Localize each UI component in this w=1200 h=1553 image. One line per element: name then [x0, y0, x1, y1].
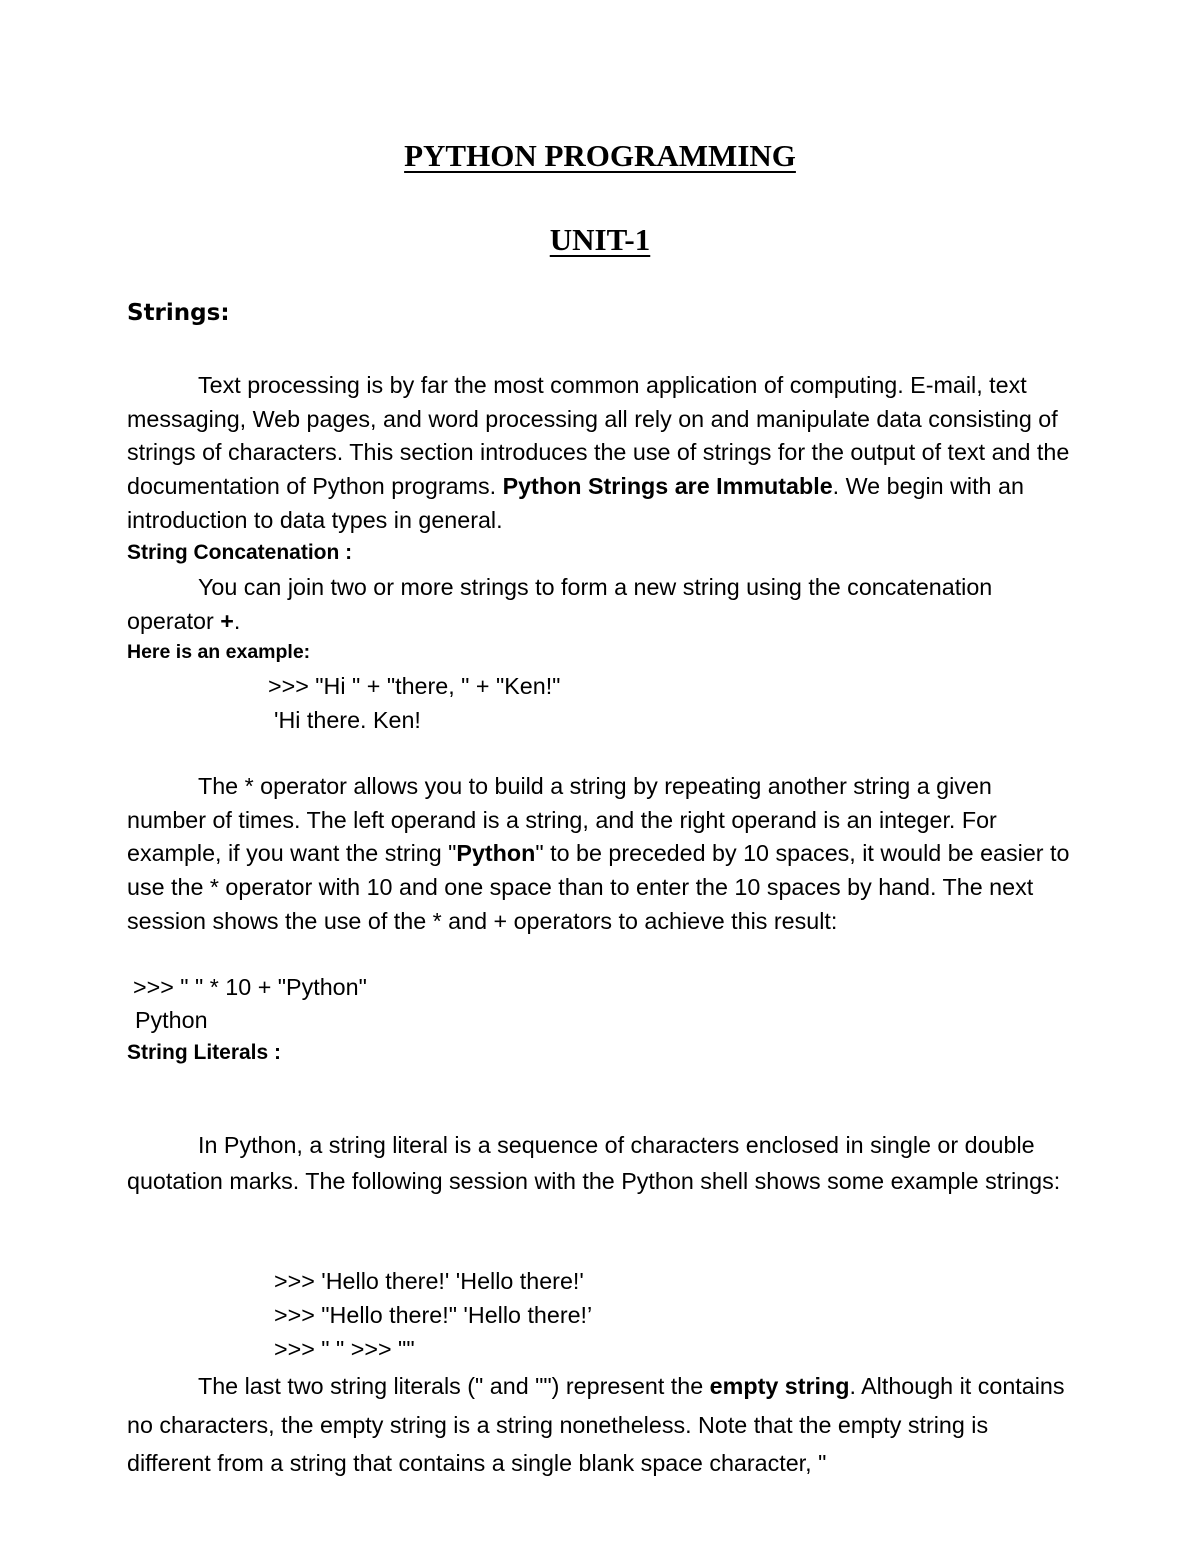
empty-string-paragraph — [127, 1367, 1077, 1483]
section-heading-strings: Strings: — [127, 300, 230, 326]
concat-text-a: You can join two or more strings to form a new string using the concatenation operator — [127, 574, 993, 634]
code-repeat-input: >>> " " * 10 + "Python" — [133, 974, 367, 1000]
intro-bold-immutable: Python Strings are Immutable — [502, 473, 833, 500]
empty-text-b: . Although it contains no characters, the empty string is a string nonetheless. Note that the empty string is different from a string that contains a single blank space character, " — [127, 1373, 1065, 1476]
code-repeat-output: Python — [135, 1007, 208, 1033]
strings-intro-paragraph — [127, 369, 1077, 538]
code-literal-double: >>> "Hello there!" 'Hello there!’ — [274, 1302, 593, 1328]
literals-text: In Python, a string literal is a sequence of characters enclosed in single or double quotation marks. The following session with the Python shell shows some example strings: — [127, 1132, 1061, 1194]
example-label: Here is an example: — [127, 641, 311, 663]
repeat-bold-python: Python — [456, 840, 536, 867]
empty-string-bold: empty string — [709, 1373, 850, 1399]
repeat-text-b: " to be preceded by 10 spaces, it would be easier to use the * operator with 10 and one space than to enter the 10 spaces by hand. The next session shows the use of the * and + operators to achieve this result: — [127, 840, 1070, 934]
code-concat-input: >>> "Hi " + "there, " + "Ken!" — [268, 673, 561, 699]
code-concat-output: 'Hi there. Ken! — [274, 707, 421, 733]
empty-text-a: The last two string literals (" and "") represent the — [198, 1373, 710, 1399]
literals-paragraph — [127, 1128, 1077, 1199]
repeat-operator-paragraph — [127, 770, 1077, 939]
concatenation-heading: String Concatenation : — [127, 541, 353, 564]
code-literal-empty: >>> " " >>> "" — [274, 1336, 415, 1362]
repeat-text-a: The * operator allows you to build a string by repeating another string a given number of times. The left operand is a string, and the right operand is an integer. For example, if you want the string " — [127, 773, 997, 867]
concat-operator: + — [220, 607, 234, 634]
unit-title: UNIT-1 — [549, 222, 651, 257]
code-literal-single: >>> 'Hello there!' 'Hello there!' — [274, 1268, 584, 1294]
intro-text-a: Text processing is by far the most common application of computing. E-mail, text messaging, Web pages, and word processing all rely on and manipulate data consisting of strings of characters. This section introduces the use of strings for the output of text and the documentation of Python programs. — [127, 372, 1070, 500]
document-title: PYTHON PROGRAMMING — [404, 138, 796, 173]
concatenation-paragraph — [127, 571, 1077, 638]
concat-text-b: . — [233, 607, 241, 634]
literals-heading: String Literals : — [127, 1041, 282, 1064]
intro-text-b: . We begin with an introduction to data types in general. — [127, 473, 1024, 533]
